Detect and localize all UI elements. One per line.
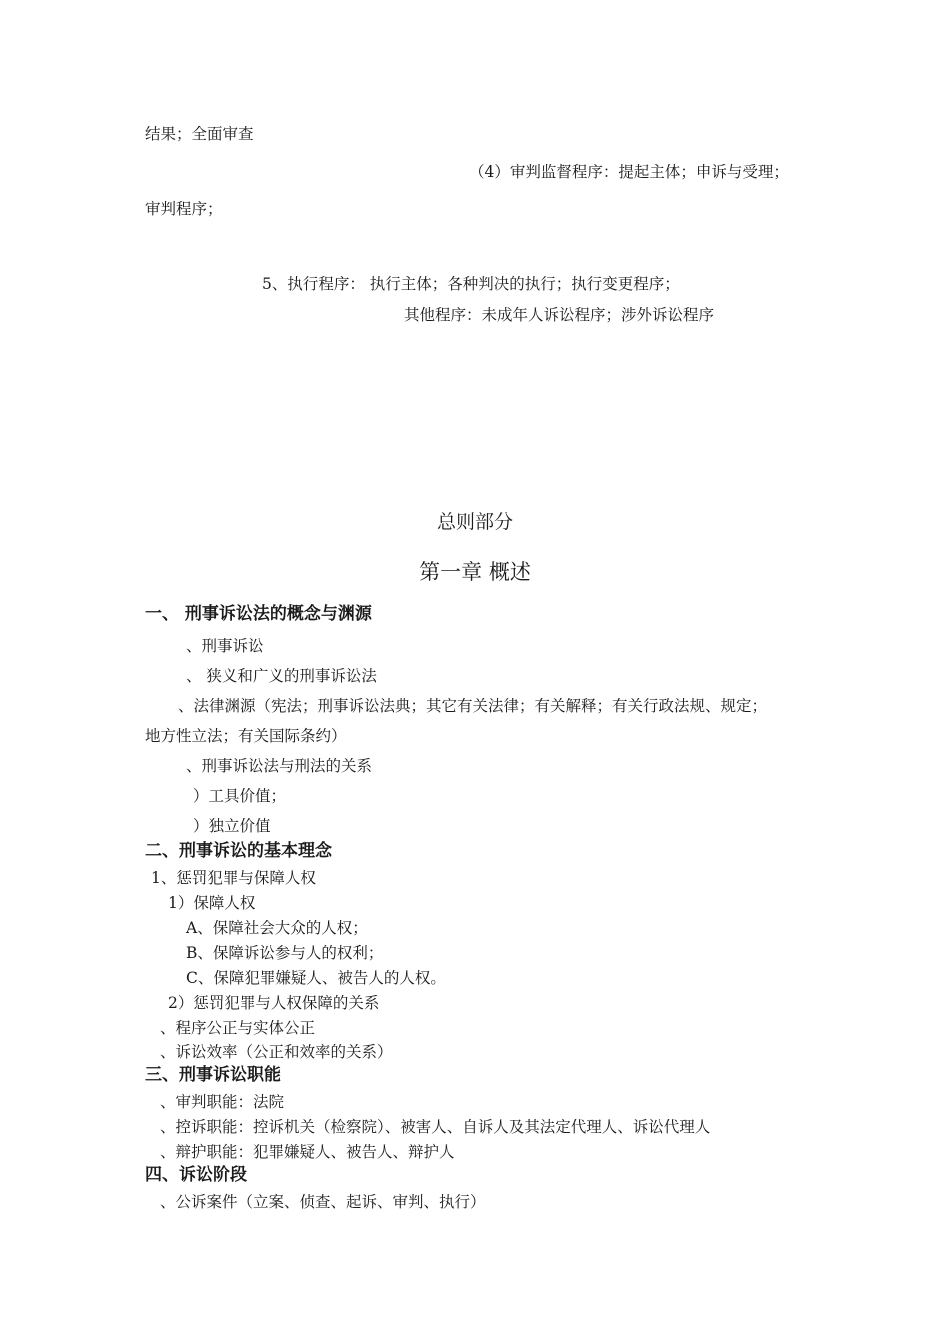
section-heading: 四、诉讼阶段: [145, 1165, 247, 1185]
list-item: 、诉讼效率（公正和效率的关系）: [160, 1043, 393, 1061]
list-item: A、保障社会大众的人权；: [186, 919, 368, 937]
list-item: 1）保障人权: [168, 894, 256, 912]
section-heading: 一、 刑事诉讼法的概念与渊源: [145, 604, 372, 624]
list-item: 、 狭义和广义的刑事诉讼法: [186, 667, 377, 685]
text-line: 审判程序；: [145, 200, 223, 218]
list-item: 2）惩罚犯罪与人权保障的关系: [168, 994, 380, 1012]
list-item: C、保障犯罪嫌疑人、被告人的人权。: [186, 969, 446, 987]
list-item: 、辩护职能：犯罪嫌疑人、被告人、辩护人: [160, 1143, 455, 1161]
list-item: 、程序公正与实体公正: [160, 1019, 316, 1037]
text-line: 其他程序：未成年人诉讼程序；涉外诉讼程序: [404, 306, 715, 324]
list-item: 、公诉案件（立案、侦查、起诉、审判、执行）: [160, 1193, 486, 1211]
text-line: （4）审判监督程序：提起主体；申诉与受理；: [469, 163, 789, 181]
list-item: 地方性立法；有关国际条约）: [145, 727, 347, 745]
list-item: 、刑事诉讼法与刑法的关系: [186, 757, 373, 775]
text-line: 5、执行程序： 执行主体；各种判决的执行；执行变更程序；: [262, 275, 680, 293]
section-heading: 三、刑事诉讼职能: [145, 1065, 281, 1085]
list-item: ）工具价值；: [193, 787, 287, 805]
list-item: 、刑事诉讼: [186, 637, 264, 655]
list-item: ）独立价值: [193, 817, 271, 835]
text-line: 结果；全面审查: [145, 125, 254, 143]
chapter-title: 第一章 概述: [419, 560, 531, 584]
list-item: 1、惩罚犯罪与保障人权: [151, 869, 316, 887]
list-item: 、法律渊源（宪法；刑事诉讼法典；其它有关法律；有关解释；有关行政法规、规定；: [178, 697, 768, 715]
list-item: 、控诉职能：控诉机关（检察院）、被害人、自诉人及其法定代理人、诉讼代理人: [160, 1118, 711, 1136]
part-title: 总则部分: [436, 511, 513, 533]
list-item: 、审判职能：法院: [160, 1093, 285, 1111]
section-heading: 二、刑事诉讼的基本理念: [145, 841, 332, 861]
list-item: B、保障诉讼参与人的权利；: [186, 944, 384, 962]
